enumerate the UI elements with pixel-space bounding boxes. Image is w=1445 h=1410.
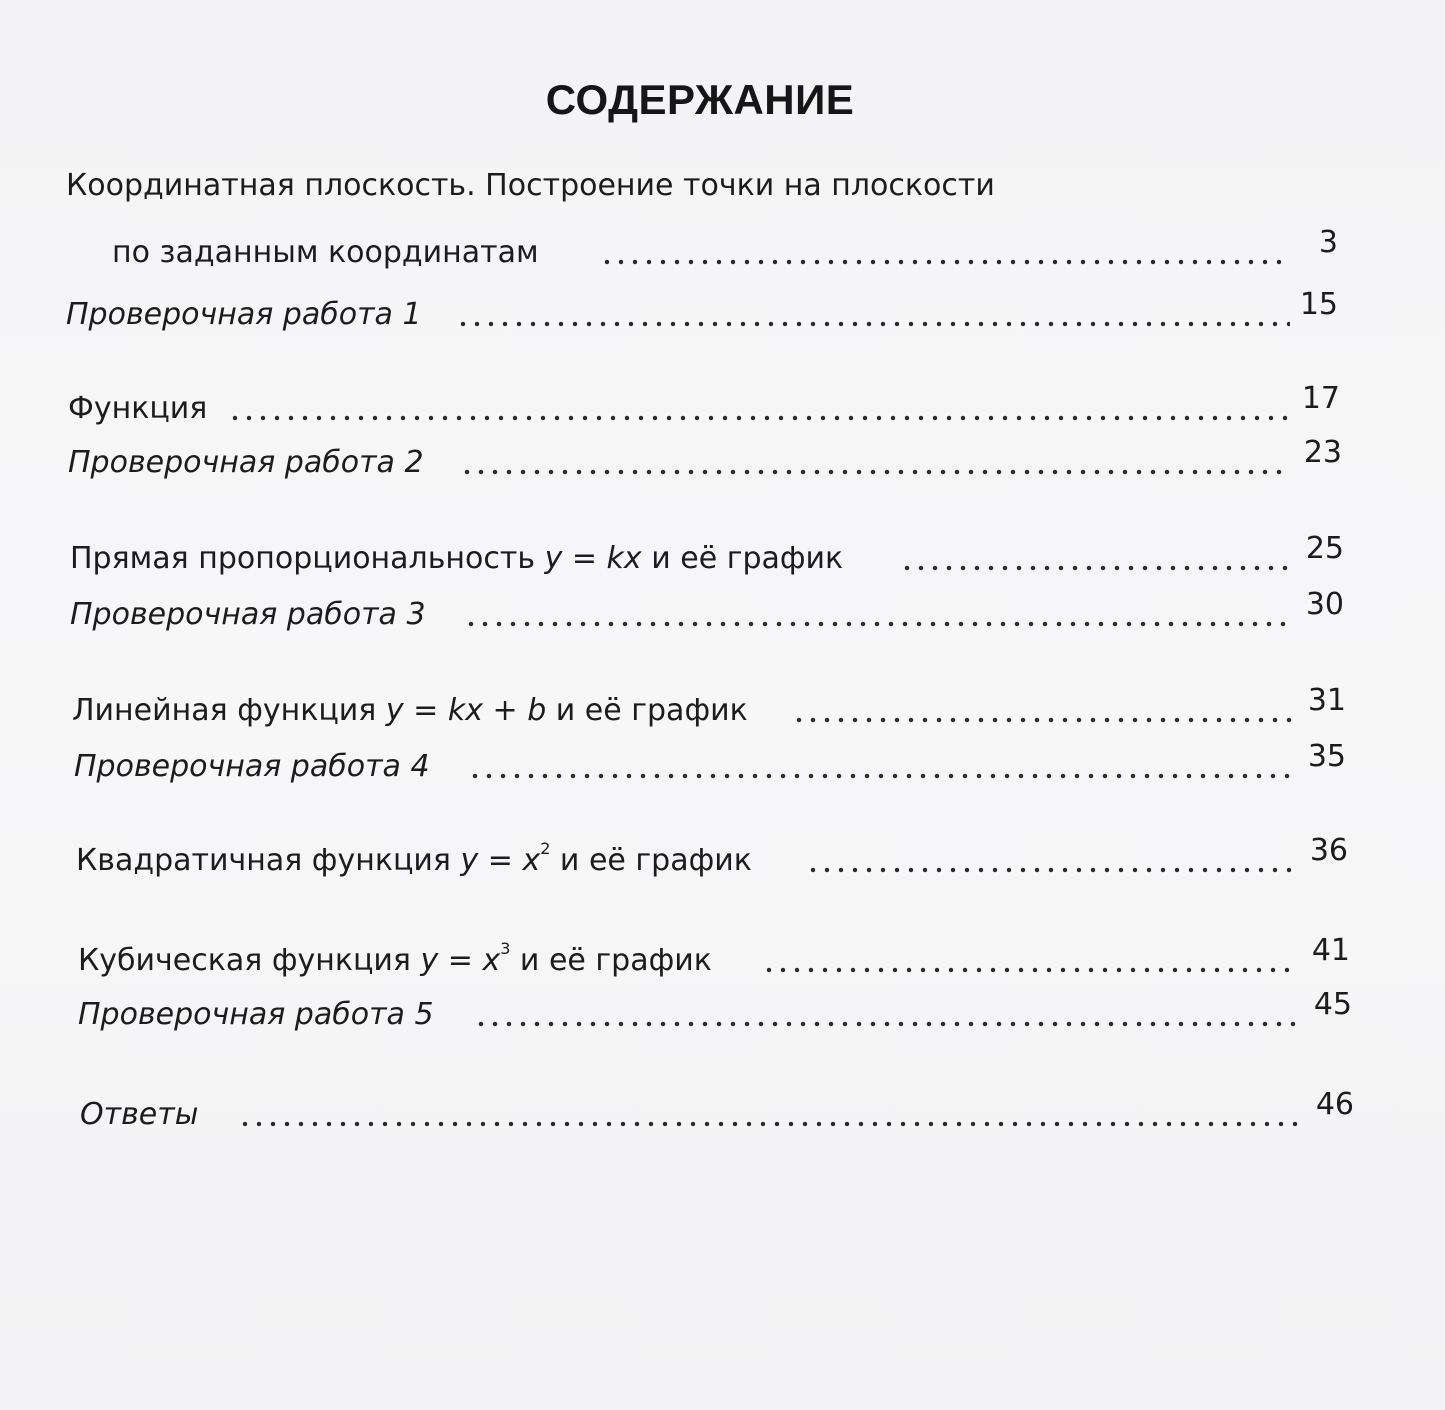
- toc-page-number: 45: [1313, 987, 1352, 1022]
- toc-section6-suffix: и её график: [510, 943, 712, 978]
- formula-variable-y: y: [460, 843, 479, 878]
- toc-entry-answers[interactable]: [0, 1086, 1445, 1136]
- formula-kx: kx: [447, 693, 483, 728]
- formula-x: x: [482, 943, 501, 978]
- toc-page-number: 41: [1311, 933, 1350, 968]
- toc-entry-section2[interactable]: [0, 380, 1445, 430]
- toc-section2-label: Функция: [68, 391, 208, 426]
- formula-x: x: [522, 843, 541, 878]
- dot-leader: [792, 716, 1294, 724]
- toc-entry-section3[interactable]: [0, 530, 1445, 580]
- toc-check3-label: Проверочная работа 3: [70, 597, 426, 632]
- formula-exponent: 2: [540, 839, 551, 858]
- toc-section4-prefix: Линейная функция: [72, 693, 386, 728]
- toc-entry-section5[interactable]: [0, 832, 1445, 882]
- toc-page-number: 35: [1307, 739, 1346, 774]
- formula-equals: =: [478, 843, 523, 878]
- formula-plus: +: [482, 693, 528, 728]
- formula-equals: =: [403, 693, 448, 728]
- toc-page-number: 30: [1305, 587, 1344, 622]
- formula-variable-y: y: [420, 943, 439, 978]
- toc-section6-prefix: Кубическая функция: [78, 943, 421, 978]
- toc-check2-label: Проверочная работа 2: [68, 445, 424, 480]
- formula-equals: =: [562, 541, 607, 576]
- toc-entry-section6[interactable]: [0, 932, 1445, 982]
- page-title: СОДЕРЖАНИЕ: [545, 76, 855, 123]
- dot-leader: [460, 468, 1290, 476]
- toc-section3-suffix: и её график: [641, 541, 844, 576]
- dot-leader: [806, 866, 1296, 874]
- toc-check4-label: Проверочная работа 4: [74, 749, 430, 784]
- formula-kx: kx: [606, 541, 642, 576]
- toc-section1-line1: Координатная плоскость. Построение точки на плоскости: [66, 168, 995, 203]
- toc-check5-label: Проверочная работа 5: [78, 997, 434, 1032]
- toc-section4-label: [72, 693, 748, 728]
- toc-page-number: 36: [1309, 833, 1348, 868]
- toc-entry-check3[interactable]: [0, 586, 1445, 636]
- formula-variable-y: y: [544, 541, 563, 576]
- dot-leader: [238, 1120, 1300, 1128]
- toc-section3-prefix: Прямая пропорциональность: [70, 541, 545, 576]
- toc-entry-check2[interactable]: [0, 434, 1445, 484]
- toc-section5-suffix: и её график: [550, 843, 752, 878]
- toc-entry-check4[interactable]: [0, 738, 1445, 788]
- toc-page-number: 46: [1315, 1087, 1354, 1122]
- toc-page-number: 15: [1299, 287, 1338, 322]
- toc-page-number: 17: [1301, 381, 1340, 416]
- formula-b: b: [527, 693, 547, 728]
- toc-section6-label: [78, 939, 712, 978]
- toc-entry-section4[interactable]: [0, 682, 1445, 732]
- formula-variable-y: y: [385, 693, 404, 728]
- dot-leader: [474, 1020, 1298, 1028]
- toc-page-number: 31: [1307, 683, 1346, 718]
- toc-page-number: 3: [1318, 225, 1338, 260]
- dot-leader: [464, 620, 1292, 628]
- formula-exponent: 3: [500, 939, 511, 958]
- dot-leader: [456, 320, 1290, 328]
- toc-check1-label: Проверочная работа 1: [66, 297, 422, 332]
- toc-entry-section1[interactable]: [0, 224, 1445, 274]
- dot-leader: [762, 966, 1298, 974]
- dot-leader: [468, 772, 1294, 780]
- dot-leader: [900, 564, 1292, 572]
- toc-section1-line2: по заданным координатам: [112, 235, 539, 270]
- dot-leader: [600, 258, 1290, 266]
- toc-section5-prefix: Квадратичная функция: [76, 843, 461, 878]
- toc-entry-check5[interactable]: [0, 986, 1445, 1036]
- toc-entry-check1[interactable]: [0, 286, 1445, 336]
- toc-section5-label: [76, 839, 752, 878]
- dot-leader: [228, 414, 1290, 422]
- formula-equals: =: [438, 943, 483, 978]
- toc-answers-label: Ответы: [80, 1097, 199, 1132]
- toc-page-number: 25: [1305, 531, 1344, 566]
- toc-section3-label: [70, 541, 843, 576]
- toc-page-number: 23: [1303, 435, 1342, 470]
- toc-section4-suffix: и её график: [546, 693, 748, 728]
